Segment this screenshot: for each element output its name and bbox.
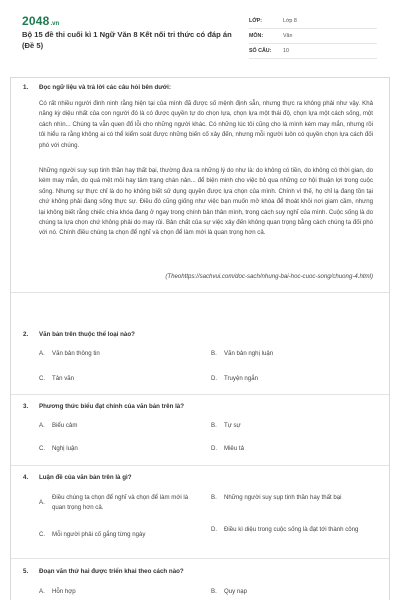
page-title: Bộ 15 đề thi cuối kì 1 Ngữ Văn 8 Kết nối tri thức có đáp án (Đề 5) (22, 30, 232, 50)
option-letter: B. (211, 494, 217, 501)
option-letter: D. (211, 375, 218, 382)
option-text: Văn bản nghị luận (224, 350, 274, 357)
question-number: 5. (23, 568, 29, 575)
option-text: Truyện ngắn (224, 375, 258, 382)
option-letter: A. (39, 422, 45, 429)
question-text: Đoạn văn thứ hai được triển khai theo cách nào? (39, 568, 184, 575)
meta-label: SỐ CÂU: (249, 48, 272, 54)
option-letter: D. (211, 445, 218, 452)
option-text: Tản văn (52, 375, 75, 382)
option-text: Tự sự (224, 422, 241, 429)
question-text: Văn bản trên thuộc thể loại nào? (39, 331, 135, 338)
option-text: Điều chúng ta chọn để nghĩ và chọn để làm mới là quan trọng hơn cả. (52, 494, 189, 511)
option-text: Nghị luận (52, 445, 78, 452)
question-text: Luận đề của văn bản trên là gì? (39, 474, 132, 481)
divider (11, 394, 389, 395)
option-text: Mỗi người phải cố gắng từng ngày (52, 531, 146, 538)
option-text: Văn bản thông tin (52, 350, 100, 357)
meta-label: MÔN: (249, 33, 264, 39)
question-heading (23, 568, 184, 575)
reading-paragraph: Có rất nhiều người đinh ninh rằng hiện tại của mình đã được số mệnh định sẵn, nhưng thực ra không phải như vậy. Khả năng kỳ diệu nhất của con người đó là có được quyền tự do chọn lựa, chọn lựa một thái độ, chọn lựa một cách sống, một cách nhìn... Chúng ta vẫn quen đổ lỗi cho những người khác. Có những lúc tôi cũng cho là mình kém may mắn, nhưng rồi tôi hiểu ra rằng không ai có thể kiểm soát được những biến cố xảy đến, nhưng mỗi người luôn có quyền chọn lựa cách đối phó với chúng. (39, 100, 373, 149)
option-letter: A. (39, 588, 45, 595)
question-heading (23, 403, 184, 410)
divider (11, 292, 389, 293)
answer-option[interactable] (211, 374, 360, 384)
question-number: 3. (23, 403, 29, 410)
option-letter: C. (39, 375, 46, 382)
meta-value: Lớp 8 (283, 18, 297, 24)
question-number: 2. (23, 331, 29, 338)
question-heading (23, 474, 132, 481)
option-letter: B. (211, 350, 217, 357)
question-heading (23, 331, 135, 338)
answer-option[interactable] (39, 374, 188, 384)
meta-value: 10 (283, 48, 289, 54)
question-list (10, 77, 390, 600)
question-number: 4. (23, 474, 29, 481)
source-citation: (Theohttps://sachvui.com/doc-sach/nhung-bai-hoc-cuoc-song/chuong-4.html) (165, 273, 373, 280)
option-letter: D. (211, 526, 218, 533)
option-letter: B. (211, 422, 217, 429)
reading-paragraph: Những người suy sụp tinh thần hay thất bại, thường đưa ra những lý do như là: do không có tiền, do không có thời gian, do kém may mắn, do quá mệt mỏi hay tâm trạng chán nản... để biện minh cho việc bỏ qua những cơ hội thuận lợi trong cuộc sống. Nhưng sự thực chỉ là do họ không biết sử dụng quyền được lựa chọn của mình. Chính vì thế, họ chỉ lạ đang tồn tại chứ không phải đang sống thực sự. Điều đó cũng giống như việc bạn muốn mở khóa để thoát khỏi nơi giam cầm, nhưng lại không biết rằng chiếc chìa khóa đang ở ngay trong chính bản thân mình, trong cách suy nghĩ của mình. Cuộc sống là do chúng ta lựa chọn chứ không phải do may rủi. Bản chất của sự việc xảy đến không quan trọng bằng cách chúng ta đối phó với nó. Chính điều chúng ta chọn để nghĩ và chọn để làm mới là quan trọng hơn cả. (39, 167, 373, 237)
answer-option[interactable] (39, 587, 188, 597)
divider (11, 465, 389, 466)
answer-option[interactable] (211, 349, 360, 359)
meta-row-count (249, 44, 377, 59)
answer-option[interactable] (211, 444, 360, 454)
option-letter: C. (39, 531, 46, 538)
meta-value: Văn (283, 33, 293, 39)
meta-label: LỚP: (249, 18, 263, 24)
option-text: Biểu cảm (52, 422, 78, 429)
divider (11, 558, 389, 559)
question-heading (23, 84, 171, 91)
answer-option[interactable] (211, 587, 360, 597)
option-text: Hỗn hợp (52, 588, 76, 595)
answer-option[interactable] (39, 493, 192, 513)
answer-option[interactable] (39, 421, 188, 431)
option-text: Điều kì diệu trong cuộc sống là đạt tới thành công (224, 526, 359, 533)
question-number: 1. (23, 84, 29, 91)
exam-meta (249, 14, 377, 59)
question-text: Phương thức biểu đạt chính của văn bản trên là? (39, 403, 185, 410)
option-letter: A. (39, 499, 45, 506)
question-text: Đọc ngữ liệu và trả lời các câu hỏi bên dưới: (39, 84, 171, 91)
option-letter: B. (211, 588, 217, 595)
answer-option[interactable] (39, 444, 188, 454)
logo-name: 2048 (22, 14, 50, 28)
option-text: Miêu tả (224, 445, 244, 452)
option-letter: C. (39, 445, 46, 452)
answer-option[interactable] (39, 530, 192, 540)
option-text: Những người suy sụp tinh thần hay thất bại (224, 494, 342, 501)
answer-option[interactable] (211, 493, 364, 503)
logo-suffix: .vn (50, 21, 60, 27)
option-letter: A. (39, 350, 45, 357)
meta-row-subject (249, 29, 377, 44)
meta-row-grade (249, 14, 377, 29)
answer-option[interactable] (211, 525, 364, 535)
answer-option[interactable] (211, 421, 360, 431)
answer-option[interactable] (39, 349, 188, 359)
option-text: Quy nạp (224, 588, 248, 595)
